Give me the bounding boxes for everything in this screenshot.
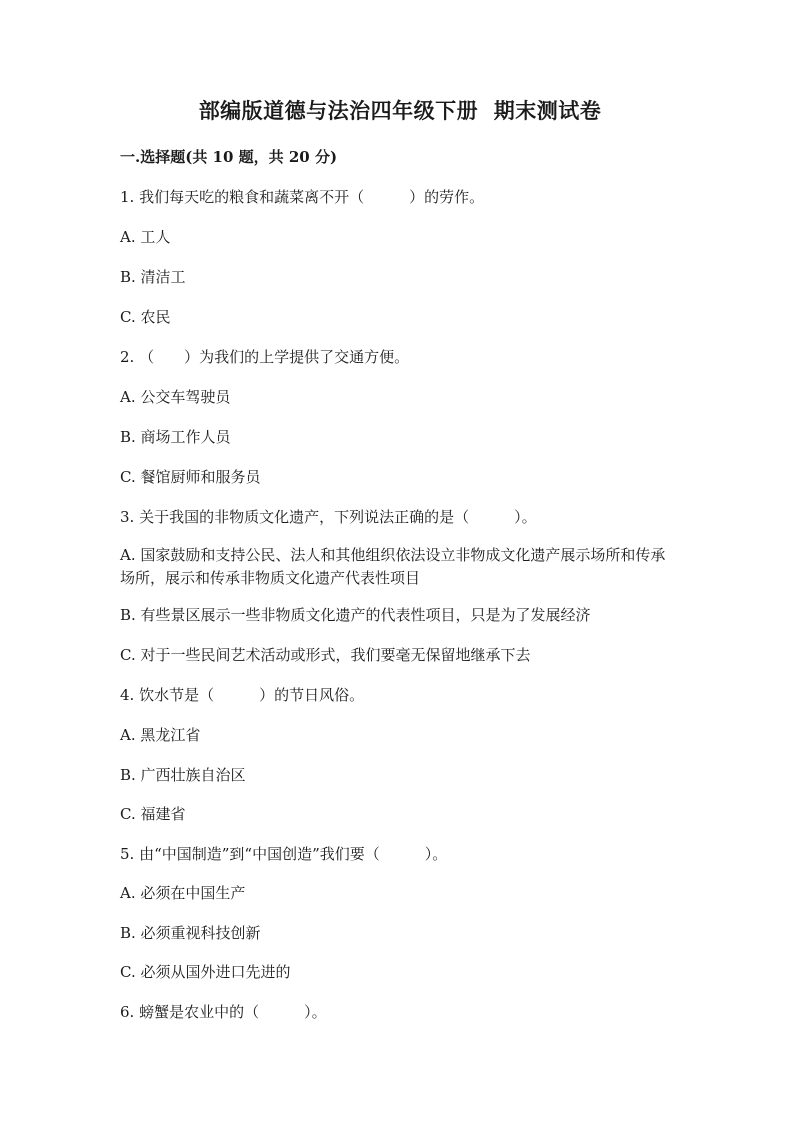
question-2-option-c: C. 餐馆厨师和服务员	[120, 468, 261, 486]
question-5-option-b: B. 必须重视科技创新	[120, 924, 261, 942]
question-4-option-a: A. 黑龙江省	[120, 726, 201, 744]
question-4-option-b: B. 广西壮族自治区	[120, 766, 246, 784]
question-5-option-c: C. 必须从国外进口先进的	[120, 963, 291, 981]
page-title: 部编版道德与法治四年级下册 期末测试卷	[198, 98, 602, 123]
question-2-option-b: B. 商场工作人员	[120, 428, 231, 446]
question-4-stem: 4. 饮水节是（ ）的节日风俗。	[120, 686, 365, 704]
question-5-option-a: A. 必须在中国生产	[120, 884, 246, 902]
question-1-option-a: A. 工人	[120, 228, 171, 246]
question-3-stem: 3. 关于我国的非物质文化遗产，下列说法正确的是（ ）。	[120, 508, 537, 526]
question-1-stem: 1. 我们每天吃的粮食和蔬菜离不开（ ）的劳作。	[120, 188, 485, 206]
question-6-stem: 6. 螃蟹是农业中的（ ）。	[120, 1003, 327, 1021]
question-2-stem: 2. （ ）为我们的上学提供了交通方便。	[120, 348, 410, 366]
question-4-option-c: C. 福建省	[120, 805, 186, 823]
question-3-option-b: B. 有些景区展示一些非物质文化遗产的代表性项目，只是为了发展经济	[120, 606, 591, 624]
question-3-option-c: C. 对于一些民间艺术活动或形式，我们要毫无保留地继承下去	[120, 646, 531, 664]
section-heading: 一.选择题(共 10 题，共 20 分)	[120, 148, 338, 166]
question-1-option-c: C. 农民	[120, 308, 171, 326]
question-1-option-b: B. 清洁工	[120, 268, 186, 286]
question-3-option-a: A. 国家鼓励和支持公民、法人和其他组织依法设立非物成文化遗产展示场所和传承场所，展示和传承非物质文化遗产代表性项目	[120, 546, 666, 587]
question-2-option-a: A. 公交车驾驶员	[120, 388, 231, 406]
question-5-stem: 5. 由“中国制造”到“中国创造”我们要（ ）。	[120, 845, 448, 863]
